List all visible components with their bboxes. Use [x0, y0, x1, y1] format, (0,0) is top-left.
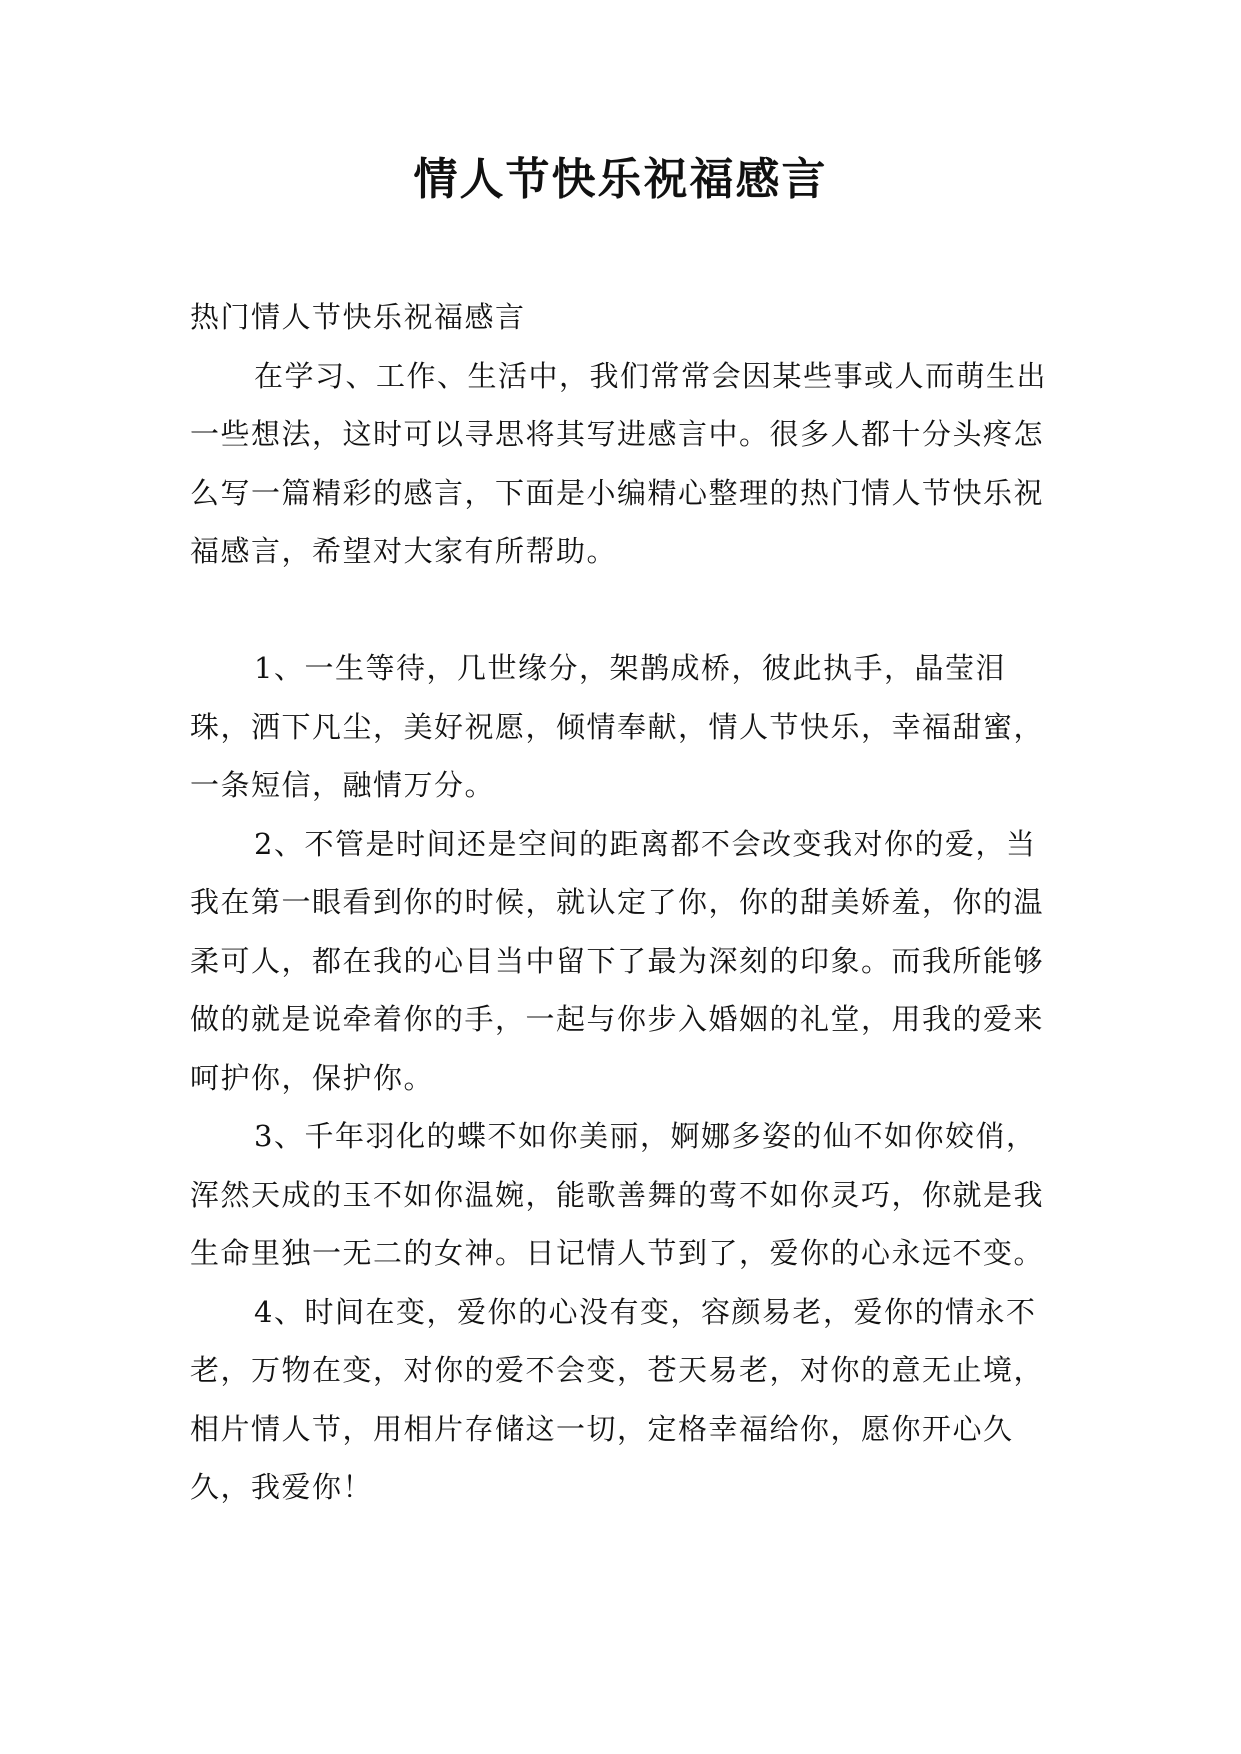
document-subtitle: 热门情人节快乐祝福感言 [190, 300, 526, 334]
document-title: 情人节快乐祝福感言 [413, 154, 828, 205]
list-item: 4、时间在变，爱你的心没有变，容颜易老，爱你的情永不老，万物在变，对你的爱不会变，苍天易老，对你的意无止境，相片情人节，用相片存储这一切，定格幸福给你，愿你开心久久，我爱你！ [190, 1294, 1045, 1504]
list-item: 1、一生等待，几世缘分，架鹊成桥，彼此执手，晶莹泪珠，洒下凡尘，美好祝愿，倾情奉献，情人节快乐，幸福甜蜜，一条短信，融情万分。 [190, 651, 1045, 802]
document-body [190, 288, 1060, 1517]
intro-paragraph: 在学习、工作、生活中，我们常常会因某些事或人而萌生出一些想法，这时可以寻思将其写进感言中。很多人都十分头疼怎么写一篇精彩的感言，下面是小编精心整理的热门情人节快乐祝福感言，希望对大家有所帮助。 [190, 358, 1048, 568]
list-item: 3、千年羽化的蝶不如你美丽，婀娜多姿的仙不如你姣俏，浑然天成的玉不如你温婉，能歌善舞的莺不如你灵巧，你就是我生命里独一无二的女神。日记情人节到了，爱你的心永远不变。 [190, 1119, 1045, 1270]
paragraph-spacer [190, 581, 1060, 640]
list-item: 2、不管是时间还是空间的距离都不会改变我对你的爱，当我在第一眼看到你的时候，就认定了你，你的甜美娇羞，你的温柔可人，都在我的心目当中留下了最为深刻的印象。而我所能够做的就是说牵着你的手，一起与你步入婚姻的礼堂，用我的爱来呵护你，保护你。 [190, 826, 1045, 1095]
